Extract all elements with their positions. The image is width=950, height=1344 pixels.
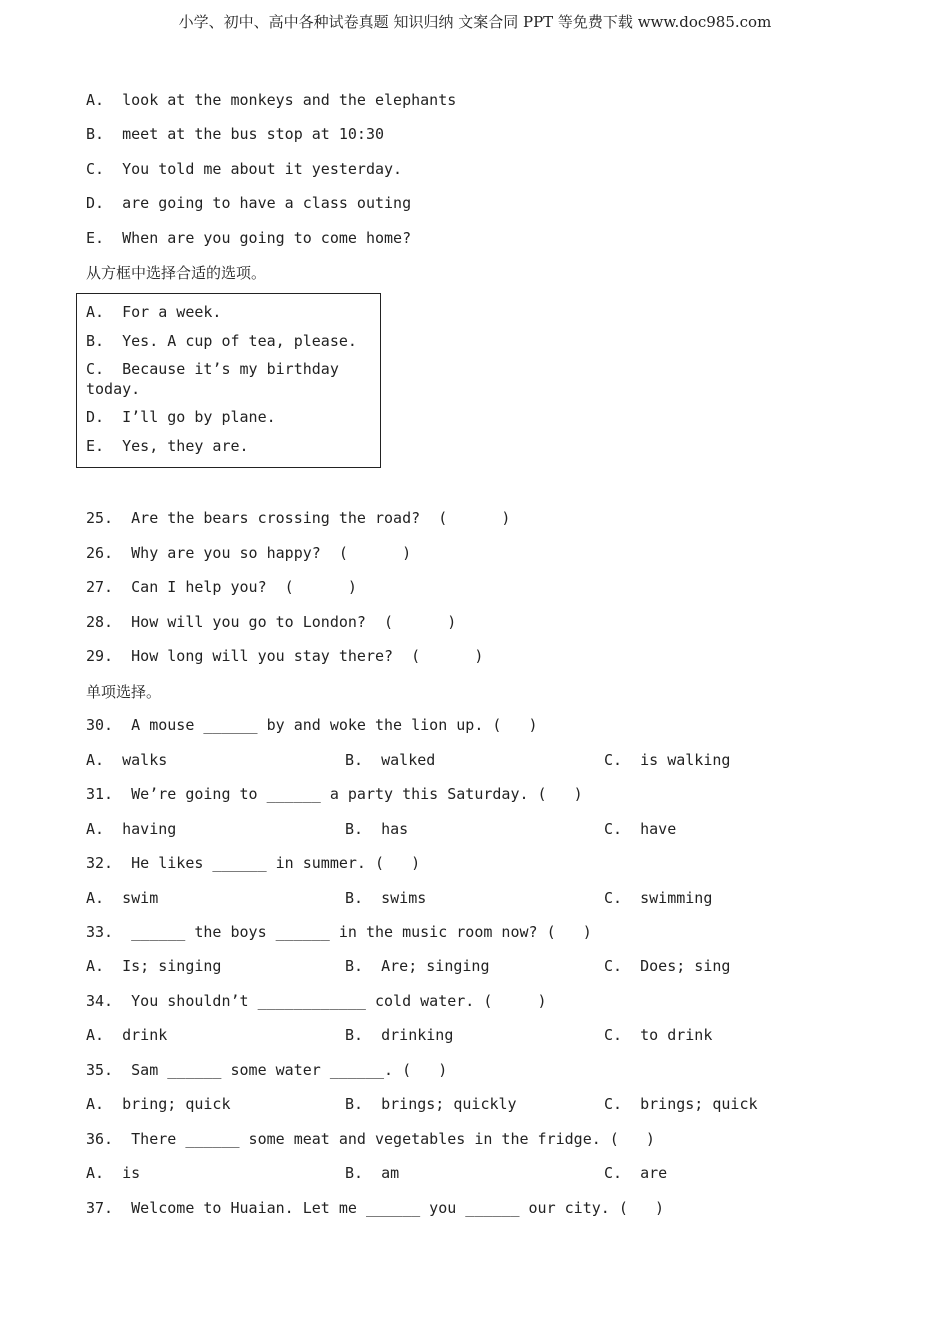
question-30: 30. A mouse ______ by and woke the lion up. ( ) <box>86 716 538 734</box>
page-header: 小学、初中、高中各种试卷真题 知识归纳 文案合同 PPT 等免费下载 www.doc985.com <box>178 13 772 31</box>
mc-instruction: 单项选择。 <box>86 683 162 701</box>
q35-option-c: C. brings; quick <box>604 1095 758 1113</box>
question-28: 28. How will you go to London? ( ) <box>86 613 457 631</box>
question-33: 33. ______ the boys ______ in the music room now? ( ) <box>86 923 592 941</box>
answer-box <box>76 293 381 468</box>
q36-option-c: C. are <box>604 1164 668 1182</box>
box-instruction: 从方框中选择合适的选项。 <box>86 264 267 282</box>
q31-option-b: B. has <box>345 820 409 838</box>
q33-option-a: A. Is; singing <box>86 957 222 975</box>
q34-option-c: C. to drink <box>604 1026 713 1044</box>
q34-option-a: A. drink <box>86 1026 168 1044</box>
q34-option-b: B. drinking <box>345 1026 454 1044</box>
match-option-d: D. are going to have a class outing <box>86 194 412 212</box>
question-31: 31. We’re going to ______ a party this Saturday. ( ) <box>86 785 583 803</box>
q31-option-a: A. having <box>86 820 177 838</box>
box-item-b: B. Yes. A cup of tea, please. <box>86 332 357 350</box>
question-35: 35. Sam ______ some water ______. ( ) <box>86 1061 448 1079</box>
q30-option-c: C. is walking <box>604 751 731 769</box>
question-29: 29. How long will you stay there? ( ) <box>86 647 484 665</box>
question-27: 27. Can I help you? ( ) <box>86 578 357 596</box>
q33-option-b: B. Are; singing <box>345 957 490 975</box>
box-item-d: D. I’ll go by plane. <box>86 408 276 426</box>
question-34: 34. You shouldn’t ____________ cold water. ( ) <box>86 992 547 1010</box>
q30-option-b: B. walked <box>345 751 436 769</box>
box-item-c: C. Because it’s my birthday today. <box>86 360 348 398</box>
q30-option-a: A. walks <box>86 751 168 769</box>
q32-option-a: A. swim <box>86 889 159 907</box>
box-item-e: E. Yes, they are. <box>86 437 249 455</box>
question-32: 32. He likes ______ in summer. ( ) <box>86 854 421 872</box>
match-option-e: E. When are you going to come home? <box>86 229 412 247</box>
q35-option-b: B. brings; quickly <box>345 1095 517 1113</box>
question-26: 26. Why are you so happy? ( ) <box>86 544 412 562</box>
q36-option-b: B. am <box>345 1164 400 1182</box>
match-option-b: B. meet at the bus stop at 10:30 <box>86 125 385 143</box>
q33-option-c: C. Does; sing <box>604 957 731 975</box>
match-option-c: C. You told me about it yesterday. <box>86 160 403 178</box>
question-25: 25. Are the bears crossing the road? ( ) <box>86 509 511 527</box>
q36-option-a: A. is <box>86 1164 141 1182</box>
q31-option-c: C. have <box>604 820 677 838</box>
q32-option-b: B. swims <box>345 889 427 907</box>
box-item-a: A. For a week. <box>86 303 222 321</box>
question-36: 36. There ______ some meat and vegetables in the fridge. ( ) <box>86 1130 655 1148</box>
question-37: 37. Welcome to Huaian. Let me ______ you ______ our city. ( ) <box>86 1199 664 1217</box>
q32-option-c: C. swimming <box>604 889 713 907</box>
q35-option-a: A. bring; quick <box>86 1095 231 1113</box>
match-option-a: A. look at the monkeys and the elephants <box>86 91 457 109</box>
